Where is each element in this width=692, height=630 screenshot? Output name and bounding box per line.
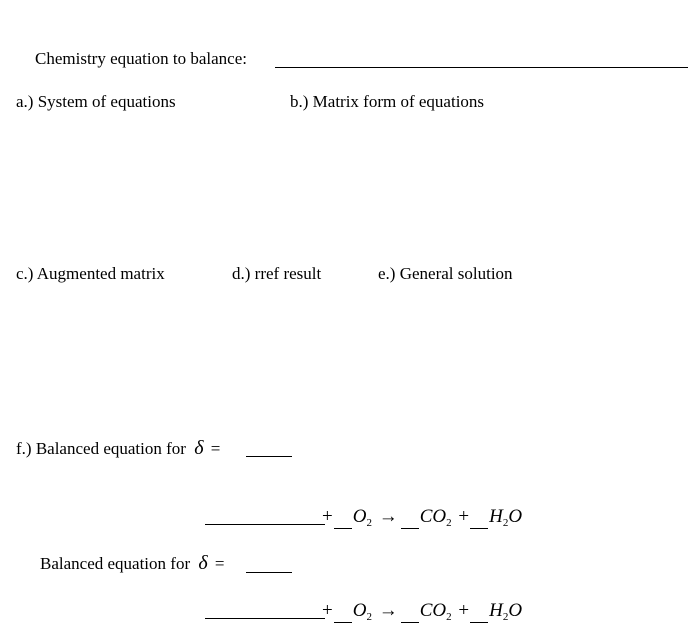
oxygen-formula: $O_2$ (352, 600, 372, 623)
part-a-label: a.) System of equations (16, 92, 176, 111)
balanced-equation-2 (322, 600, 522, 628)
plus-sign: + (458, 506, 470, 527)
part-b-label: b.) Matrix form of equations (290, 92, 485, 111)
plus-sign: + (322, 600, 333, 621)
plus-sign: + (322, 506, 333, 527)
part-c-label: c.) Augmented matrix (16, 264, 165, 283)
co2-formula: $CO_2$ (419, 506, 452, 529)
water-coefficient-blank[interactable] (470, 600, 488, 623)
delta-symbol: δ (198, 552, 208, 574)
oxygen-coefficient-blank[interactable] (334, 600, 352, 623)
fuel-coefficient-blank-2[interactable] (205, 618, 325, 619)
second-balanced-label (40, 553, 225, 574)
delta-value-blank-1[interactable] (246, 456, 292, 457)
equals-sign: = (214, 554, 225, 573)
reaction-arrow: → (378, 506, 398, 527)
water-formula: $H_2O$ (489, 600, 523, 623)
equation-prompt-label: Chemistry equation to balance: (35, 49, 247, 68)
water-formula: $H_2O$ (489, 506, 523, 529)
part-e-label: e.) General solution (378, 264, 513, 283)
fuel-coefficient-blank-1[interactable] (205, 524, 325, 525)
oxygen-coefficient-blank[interactable] (334, 506, 352, 529)
delta-symbol: δ (194, 437, 204, 459)
co2-formula: $CO_2$ (419, 600, 452, 623)
second-label-text: Balanced equation for (40, 554, 191, 573)
balanced-equation-1 (322, 506, 522, 534)
oxygen-formula: $O_2$ (352, 506, 372, 529)
part-f-label (16, 438, 220, 459)
reaction-arrow: → (378, 600, 398, 621)
part-d-label: d.) rref result (232, 264, 322, 283)
part-f-text: f.) Balanced equation for (16, 439, 186, 458)
equation-answer-line[interactable] (275, 67, 688, 68)
equals-sign: = (210, 439, 221, 458)
co2-coefficient-blank[interactable] (401, 506, 419, 529)
co2-coefficient-blank[interactable] (401, 600, 419, 623)
plus-sign: + (458, 600, 470, 621)
delta-value-blank-2[interactable] (246, 572, 292, 573)
water-coefficient-blank[interactable] (470, 506, 488, 529)
